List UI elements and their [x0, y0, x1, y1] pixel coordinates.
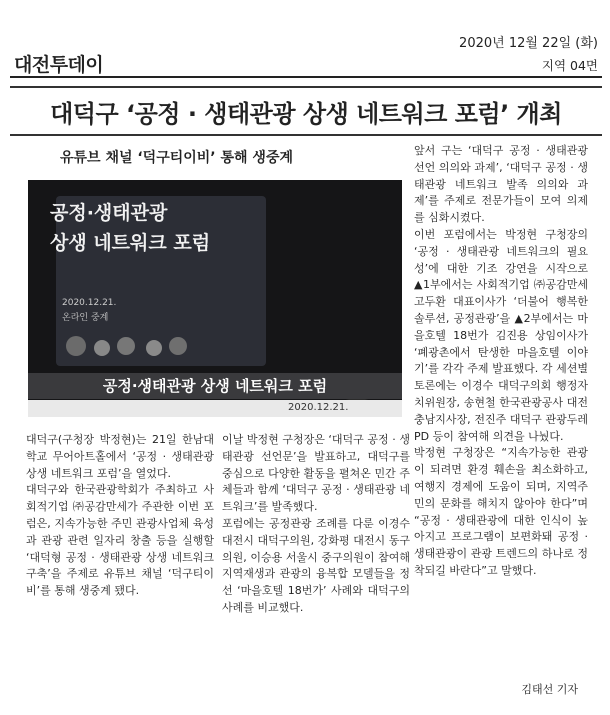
- slide-title-line1: 공정·생태관광: [50, 202, 168, 224]
- photo-footer-date: 2020.12.21.: [288, 402, 349, 413]
- page-section: 지역 04면: [541, 58, 598, 73]
- article-column-1: 대덕구(구청장 박정현)는 21일 한남대학교 무어아트홀에서 ‘공정 · 생태관광 상생 네트워크 포럼’을 열었다. 대덕구와 한국관광학회가 주최하고 사회적기업 ㈜공감만세가 주관한 이번 포럼은, 지속가능한 주민 관광사업체 육성과 관광 관련 일자리 창출 등을 실행할 ‘대덕형 공정 · 생태관광 상생 네트워크 구축’을 주제로 유튜브 채널 ‘덕구티이비’를 통해 생중계 됐다.: [26, 433, 214, 598]
- slide-date: 2020.12.21.: [62, 298, 117, 308]
- newspaper-name: 대전투데이: [14, 54, 104, 76]
- article-column-3: 앞서 구는 ‘대덕구 공정 · 생태관광 선언 의의와 과제’, ‘대덕구 공정 · 생태관광 네트워크 발족 의의와 과제’를 주제로 전문가들이 모여 의제를 심화시켰다. 이번 포럼에서는 박정현 구청장의 ‘공정 · 생태관광 네트워크의 필요성’에 대한 기조 강연을 시작으로 ▲1부에서는 사회적기업 ㈜공감만세 고두환 대표이사가 ‘더불어 행복한 솔루션, 공정관광’을 ▲2부에서는 마을호텔 18번가 김진용 상임이사가 ‘폐광촌에서 탄생한 마을호텔 이야기’를 각각 주제 발표했다. 각 세션별 토론에는 이경수 대덕구의회 행정자치위원장, 송현철 한국관광공사 대전충남지사장, 전진주 대덕구 관광두레 PD 등이 참여해 의견을 나눴다. 박정현 구청장은 “지속가능한 관광이 되려면 환경 훼손을 최소화하고, 여행지 경제에 도움이 되며, 지역주민의 문화를 해치지 않아야 한다”며 “공정 · 생태관광에 대한 인식이 높아지고 프로그램이 보편화돼 공정 · 생태관광이 관광 트렌드의 하나로 정착되길 바란다”고 말했다.: [414, 144, 588, 577]
- slide-title-line2: 상생 네트워크 포럼: [50, 232, 211, 254]
- masthead-rule: [10, 76, 602, 78]
- byline: 김태선 기자: [521, 683, 578, 696]
- article-photo: [28, 180, 402, 417]
- article-column-2: 이날 박정현 구청장은 ‘대덕구 공정 · 생태관광 선언문’을 발표하고, 대덕구를 중심으로 다양한 활동을 펼쳐온 민간 주체들과 함께 ‘대덕구 공정 · 생태관광 네트워크’를 발족했다. 포럼에는 공정관광 조례를 다룬 이경수 대전시 대덕구의원, 강화평 대전시 동구의원, 이승용 서울시 중구의원이 참여해 지역재생과 관광의 융복합 모델들을 정선 ‘마을호텔 18번가’ 사례와 대덕구의 사례를 비교했다.: [222, 433, 410, 614]
- photo-banner-text: 공정·생태관광 상생 네트워크 포럼: [102, 377, 328, 395]
- headline-box: [10, 86, 602, 136]
- headline: 대덕구 ‘공정 · 생태관광 상생 네트워크 포럼’ 개최: [50, 100, 562, 128]
- slide-venue: 온라인 중계: [62, 313, 109, 323]
- issue-date: 2020년 12월 22일 (화): [459, 36, 598, 51]
- subheadline: 유튜브 채널 ‘덕구티이비’ 통해 생중계: [60, 150, 293, 166]
